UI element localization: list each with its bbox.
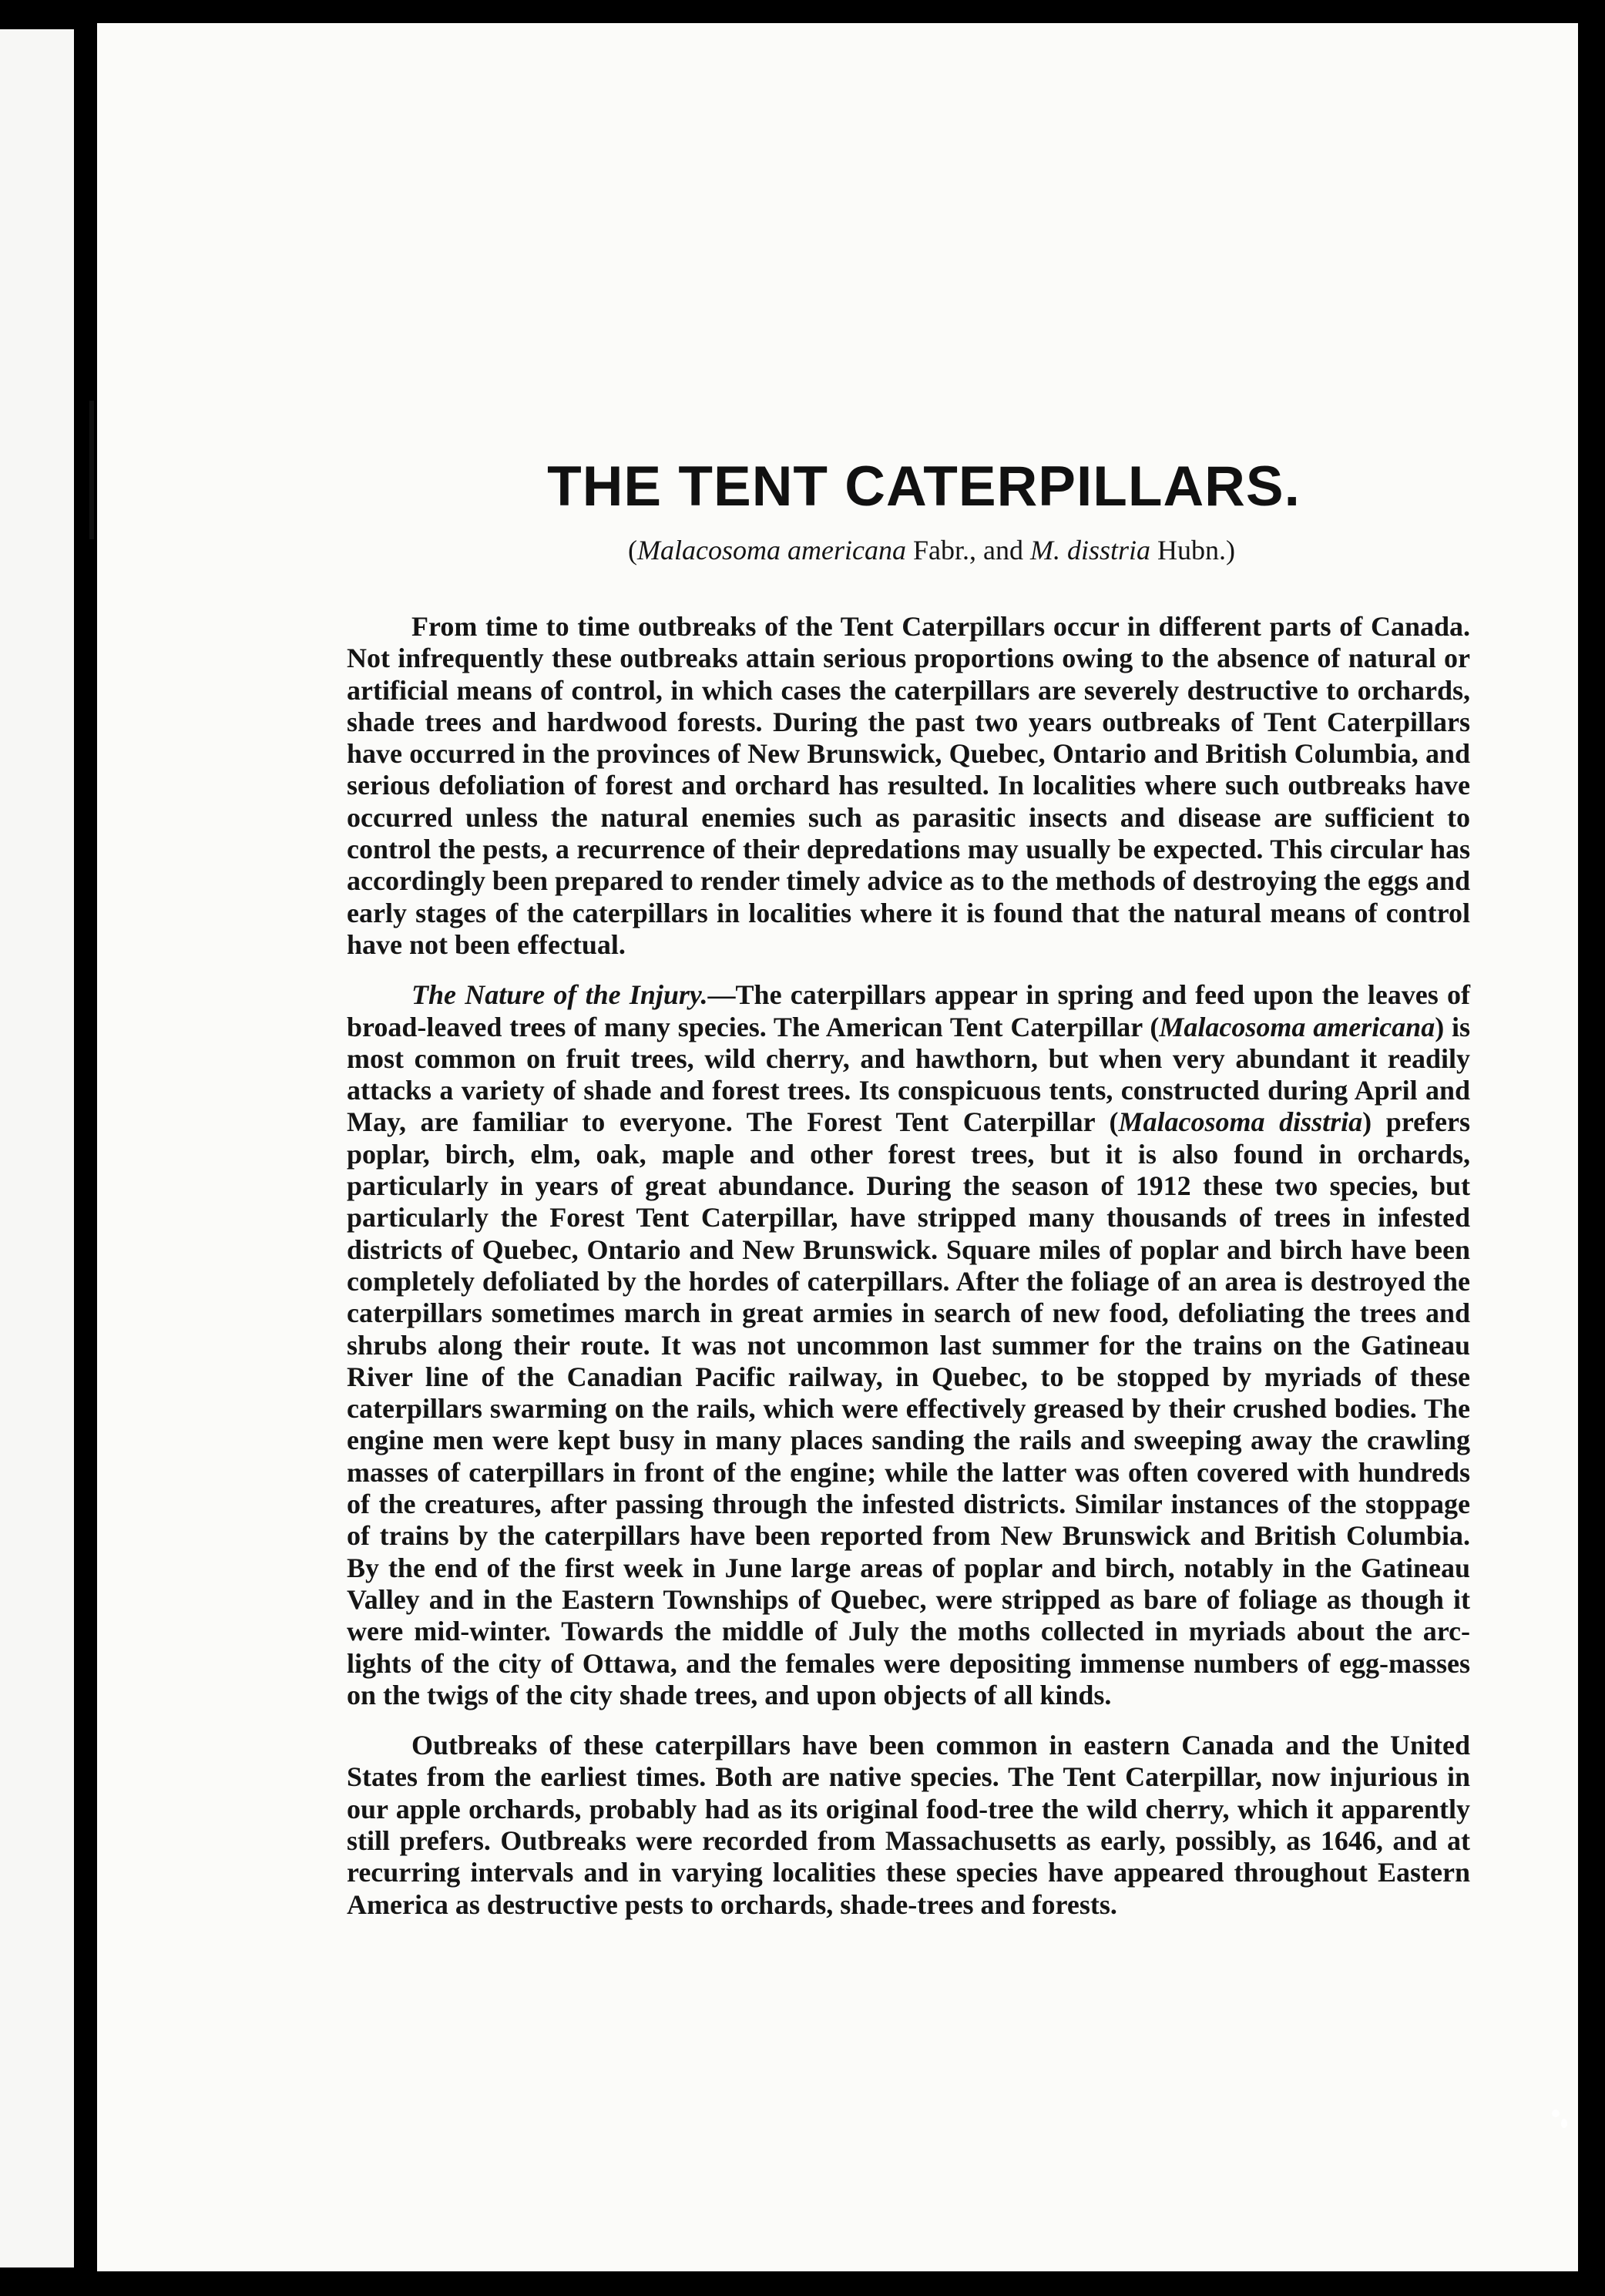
- injury-heading: The Nature of the Injury.: [411, 979, 708, 1011]
- intro-paragraph: From time to time outbreaks of the Tent Caterpillars occur in different parts of Canada. Not infrequently these outbreaks attain serious proportions owing to the absence of natural or artificial means of control, in which cases the caterpillars are severely destructive to orchards, shade trees and hardwood forests. During the past two years outbreaks of Tent Caterpillars have occurred in the provinces of New Brunswick, Quebec, Ontario and British Columbia, and serious defoliation of forest and orchard has resulted. In localities where such outbreaks have occurred unless the natural enemies such as parasitic insects and disease are sufficient to control the pests, a recurrence of their depredations may usually be expected. This circular has accordingly been prepared to render timely advice as to the methods of destroying the eggs and early stages of the caterpillars in localities where it is found that the natural means of control have not been effectual.: [347, 611, 1470, 960]
- subtitle-open-paren: (: [628, 535, 638, 566]
- history-paragraph: Outbreaks of these caterpillars have been common in eastern Canada and the United States from the earliest times. Both are native species. The Tent Caterpillar, now injurious in our apple orchards, probably had as its original food-tree the wild cherry, which it apparently still prefers. Outbreaks were recorded from Massachusetts as early, possibly, as 1646, and at recurring intervals and in varying localities these species have appeared throughout Eastern America as destructive pests to orchards, shade-trees and forests.: [347, 1730, 1470, 1920]
- scan-speck-marks: [1547, 2103, 1578, 2150]
- injury-text-c: ) prefers poplar, birch, elm, oak, maple and other forest trees, but it is also found in orchards, particularly in years of great abundance. During the season of 1912 these two species, but particularly the Forest Tent Caterpillar, have stripped many thousands of trees in infested districts of Quebec, Ontario and New Brunswick. Square miles of poplar and birch have been completely defoliated by the hordes of caterpillars. After the foliage of an area is destroyed the caterpillars sometimes march in great armies in search of new food, defoliating the trees and shrubs along their route. It was not uncommon last summer for the trains on the Gatineau River line of the Canadian Pacific railway, in Quebec, to be stopped by myriads of these caterpillars swarming on the rails, which were effectively greased by their crushed bodies. The engine men were kept busy in many places sanding the rails and sweeping away the crawling masses of caterpillars in front of the engine; while the latter was often covered with hundreds of the creatures, after passing through the infested districts. Similar instances of the stoppage of trains by the caterpillars have been reported from New Brunswick and British Columbia. By the end of the first week in June large areas of poplar and birch, notably in the Gatineau Valley and in the Eastern Townships of Quebec, were stripped as bare of foliage as though it were mid-winter. Towards the middle of July the moths collected in myriads about the arc-lights of the city of Ottawa, and the females were depositing immense numbers of egg-masses on the twigs of the city shade trees, and upon objects of all kinds.: [347, 1106, 1470, 1710]
- injury-species-2: Malacosoma disstria: [1118, 1106, 1363, 1138]
- adjacent-page-edge: [0, 29, 74, 2267]
- document-page: [97, 23, 1578, 2271]
- subtitle-close-paren: ): [1225, 535, 1235, 566]
- injury-paragraph: [347, 979, 1470, 1711]
- subtitle-species-2: M. disstria: [1029, 535, 1150, 566]
- injury-text-a: —The caterpillars appear in spring and feed upon the leaves of broad-leaved trees of many species. The American Tent Caterpillar (: [347, 979, 1470, 1042]
- species-subtitle: [347, 534, 1470, 566]
- injury-species-1: Malacosoma americana: [1159, 1011, 1435, 1042]
- subtitle-author-1: Fabr., and: [905, 535, 1030, 566]
- page-title: THE TENT CATERPILLARS.: [547, 455, 1301, 518]
- subtitle-author-2: Hubn.: [1150, 535, 1226, 566]
- injury-text-b: ) is most common on fruit trees, wild cherry, and hawthorn, but when very abundant it readily attacks a variety of shade and forest trees. Its conspicuous tents, constructed during April and May, are familiar to everyone. The Forest Tent Caterpillar (: [347, 1011, 1470, 1138]
- document-content: [347, 455, 1470, 1939]
- binding-shadow-mark: [89, 401, 94, 539]
- subtitle-species-1: Malacosoma americana: [637, 535, 906, 566]
